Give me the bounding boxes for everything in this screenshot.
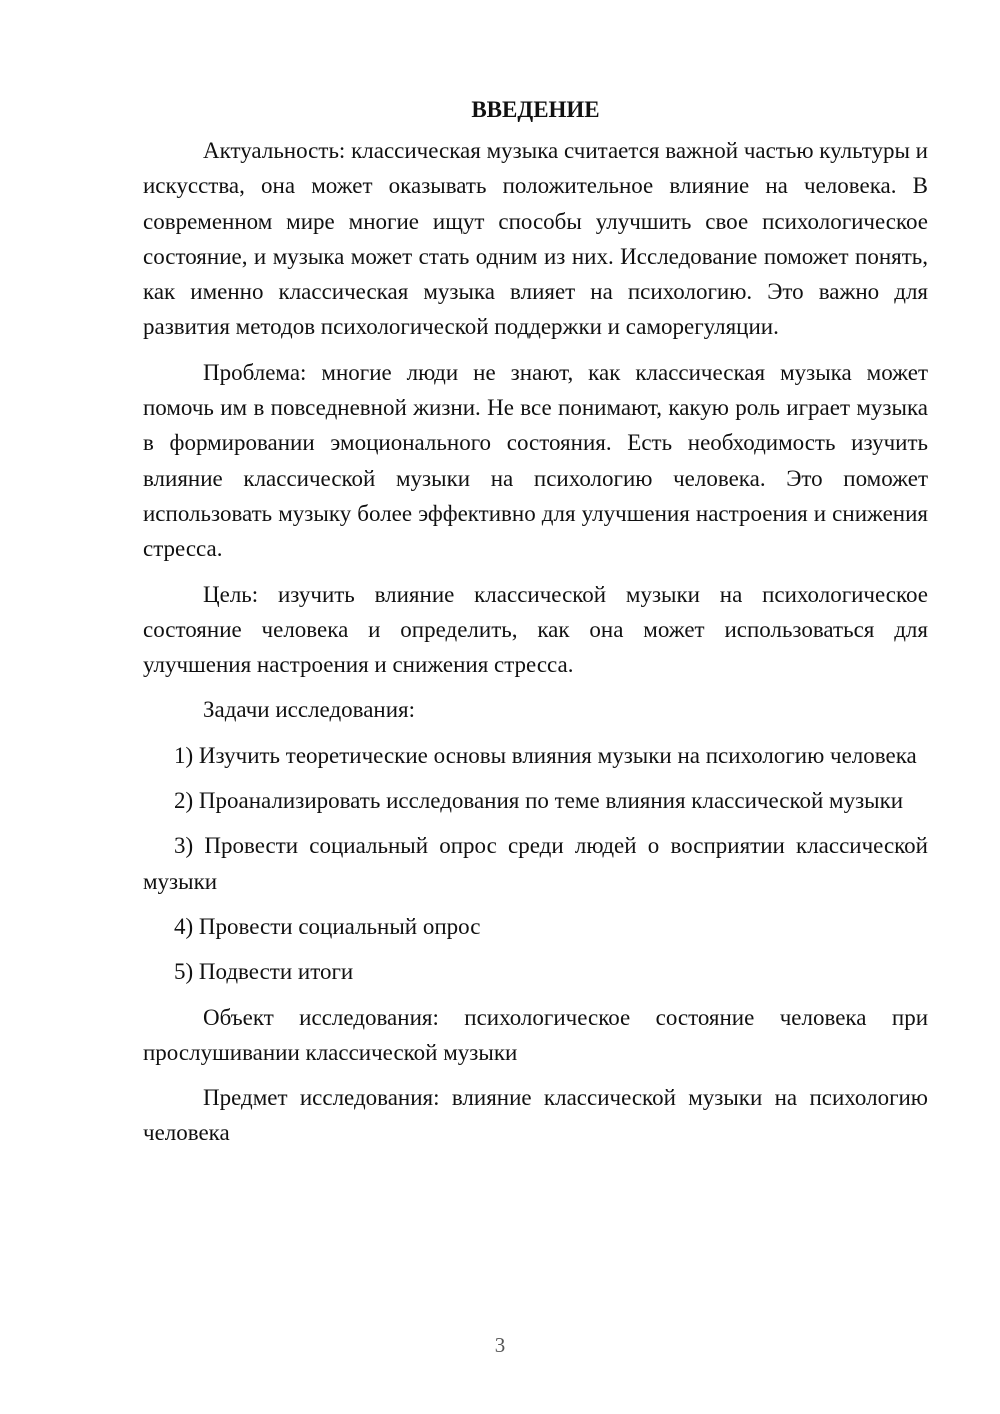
page-number: 3	[494, 1333, 506, 1357]
subject-paragraph: Предмет исследования: влияние классической музыки на психологию человека	[143, 1085, 928, 1146]
goal-paragraph: Цель: изучить влияние классической музыки на психологическое состояние человека и определить, как она может использоваться для улучшения настроения и снижения стресса.	[143, 581, 928, 678]
section-title: ВВЕДЕНИЕ	[471, 97, 600, 122]
task-item-3: 3) Провести социальный опрос среди людей о восприятии классической музыки	[143, 833, 928, 894]
text-block	[143, 92, 928, 1161]
tasks-heading: Задачи исследования:	[203, 697, 416, 723]
problem-paragraph: Проблема: многие люди не знают, как классическая музыка может помочь им в повседневной жизни. Не все понимают, какую роль играет музыка в формировании эмоционального состояния. Есть необходимость изучить влияние классической музыки на психологию человека. Это поможет использовать музыку более эффективно для улучшения настроения и снижения стресса.	[143, 359, 928, 562]
task-item-1: 1) Изучить теоретические основы влияния музыки на психологию человека	[174, 742, 917, 768]
task-item-5: 5) Подвести итоги	[174, 959, 354, 985]
relevance-paragraph: Актуальность: классическая музыка считается важной частью культуры и искусства, она может оказывать положительное влияние на человека. В современном мире многие ищут способы улучшить свое психологическое состояние, и музыка может стать одним из них. Исследование поможет понять, как именно классическая музыка влияет на психологию. Это важно для развития методов психологической поддержки и саморегуляции.	[143, 138, 928, 340]
task-item-2: 2) Проанализировать исследования по теме влияния классической музыки	[174, 788, 904, 814]
task-item-4: 4) Провести социальный опрос	[174, 913, 481, 939]
object-paragraph: Объект исследования: психологическое состояние человека при прослушивании классической музыки	[143, 1004, 928, 1065]
